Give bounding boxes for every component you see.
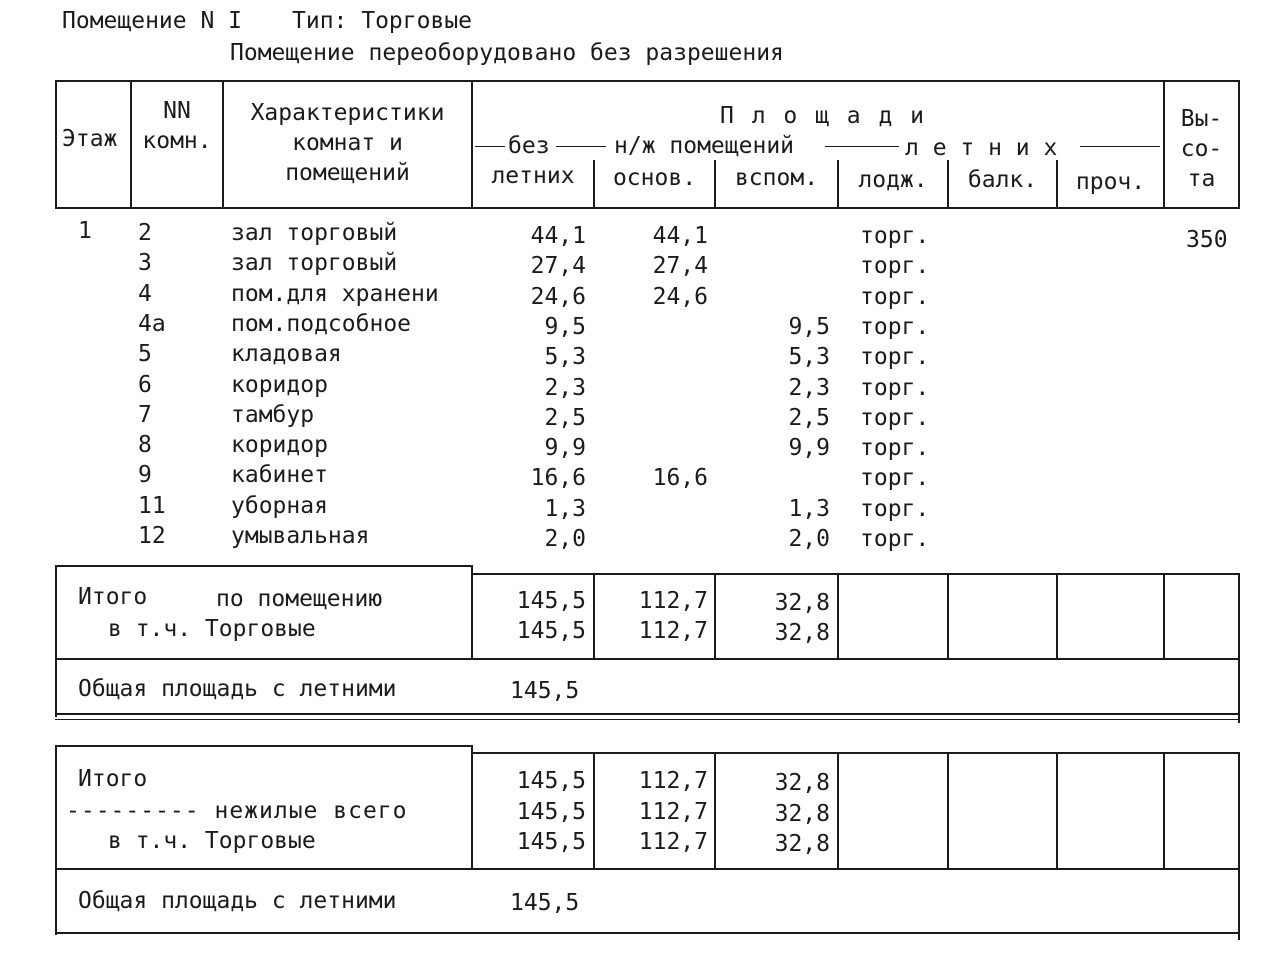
room-purpose: торг. [860,435,930,461]
col-char-1: Характеристики [250,100,445,126]
room-purpose: торг. [860,496,930,522]
sum1-r2-aux: 32,8 [774,620,830,646]
room-nn: 5 [138,341,152,367]
sum1-r2-total: 145,5 [516,618,586,644]
room-total-area: 5,3 [544,344,586,370]
col-main: основ. [612,165,697,191]
room-total-area: 24,6 [530,284,586,310]
room-purpose: торг. [860,284,930,310]
room-aux-area: 1,3 [788,496,830,522]
sum1-r1-main: 112,7 [638,588,708,614]
room-purpose: торг. [860,314,930,340]
sum2-r2-aux: 32,8 [774,801,830,827]
room-aux-area: 2,0 [788,526,830,552]
height-value: 350 [1186,227,1228,253]
sum1-r1-total: 145,5 [516,588,586,614]
sum2-r1-total: 145,5 [516,768,586,794]
room-name: умывальная [231,523,370,549]
col-height-1: Вы- [1180,106,1223,132]
room-main-area: 27,4 [652,253,708,279]
col-summer-spaced: л е т н и х [905,135,1058,161]
sum1-label-total: Итого [78,584,148,610]
room-aux-area: 9,5 [788,314,830,340]
room-purpose: торг. [860,344,930,370]
sum2-label-trade: в т.ч. Торговые [108,828,316,854]
sum2-r1-main: 112,7 [638,768,708,794]
col-aux: вспом. [734,165,819,191]
room-main-area: 24,6 [652,284,708,310]
col-char-2: комнат и [292,130,403,156]
col-without: без [508,133,550,159]
room-name: пом.подсобное [231,311,412,337]
col-height-3: та [1187,166,1216,192]
col-summer: летних [491,163,575,189]
room-name: зал торговый [231,220,398,246]
col-nn-top: NN [163,98,191,124]
sum1-label-trade: в т.ч. Торговые [108,616,316,642]
room-name: кладовая [231,341,342,367]
room-nn: 8 [138,432,152,458]
room-nn: 9 [138,462,152,488]
room-main-area: 16,6 [652,465,708,491]
room-name: коридор [231,432,328,458]
room-aux-area: 2,3 [788,375,830,401]
col-areas: П л о щ а д и [720,103,927,129]
room-nn: 4а [138,311,166,337]
sum1-r1-aux: 32,8 [774,590,830,616]
sum2-label-total: Итого [78,766,148,792]
col-height-2: со- [1180,136,1223,162]
room-total-area: 2,0 [544,526,586,552]
room-total-area: 44,1 [530,223,586,249]
sum2-r2-total: 145,5 [516,799,586,825]
sum2-r1-aux: 32,8 [774,770,830,796]
sum1-r2-main: 112,7 [638,618,708,644]
room-purpose: торг. [860,465,930,491]
room-nn: 4 [138,281,152,307]
room-total-area: 9,9 [544,435,586,461]
sum1-gross-label: Общая площадь с летними [78,676,397,702]
room-total-area: 1,3 [544,496,586,522]
room-aux-area: 9,9 [788,435,830,461]
sum1-label-premise: по помещению [216,586,383,612]
sum2-gross-label: Общая площадь с летними [78,888,397,914]
room-name: коридор [231,372,328,398]
room-total-area: 2,5 [544,405,586,431]
room-total-area: 16,6 [530,465,586,491]
room-purpose: торг. [860,253,930,279]
room-purpose: торг. [860,405,930,431]
premise-note: Помещение переоборудовано без разрешения [230,40,784,66]
room-name: уборная [231,493,328,519]
sum2-r3-total: 145,5 [516,829,586,855]
room-purpose: торг. [860,526,930,552]
room-total-area: 27,4 [530,253,586,279]
room-total-area: 9,5 [544,314,586,340]
col-char-3: помещений [285,160,410,186]
sum2-r2-main: 112,7 [638,799,708,825]
room-main-area: 44,1 [652,223,708,249]
room-purpose: торг. [860,223,930,249]
room-nn: 6 [138,372,152,398]
room-name: тамбур [231,402,315,428]
premise-title: Помещение N I [62,8,243,34]
room-name: пом.для хранени [231,281,439,307]
sum2-r3-main: 112,7 [638,829,708,855]
col-nn-bottom: комн. [142,128,212,154]
col-other: проч. [1075,169,1146,195]
sum2-gross-value: 145,5 [510,890,580,916]
col-loggia: лодж. [858,167,928,193]
col-floor: Этаж [62,126,118,152]
room-nn: 11 [138,493,166,519]
room-nn: 12 [138,523,166,549]
room-nn: 7 [138,402,152,428]
premise-type: Тип: Торговые [292,8,473,34]
sum2-r3-aux: 32,8 [774,831,830,857]
room-nn: 2 [138,220,152,246]
room-purpose: торг. [860,375,930,401]
sum2-label-nonres: --------- нежилые всего [66,798,408,824]
col-nonres: н/ж помещений [614,133,795,159]
floor-value: 1 [78,218,92,244]
room-aux-area: 5,3 [788,344,830,370]
col-balcony: балк. [967,167,1038,193]
sum1-gross-value: 145,5 [510,678,580,704]
room-name: зал торговый [231,250,398,276]
room-total-area: 2,3 [544,375,586,401]
room-nn: 3 [138,250,152,276]
room-name: кабинет [231,462,328,488]
room-aux-area: 2,5 [788,405,830,431]
